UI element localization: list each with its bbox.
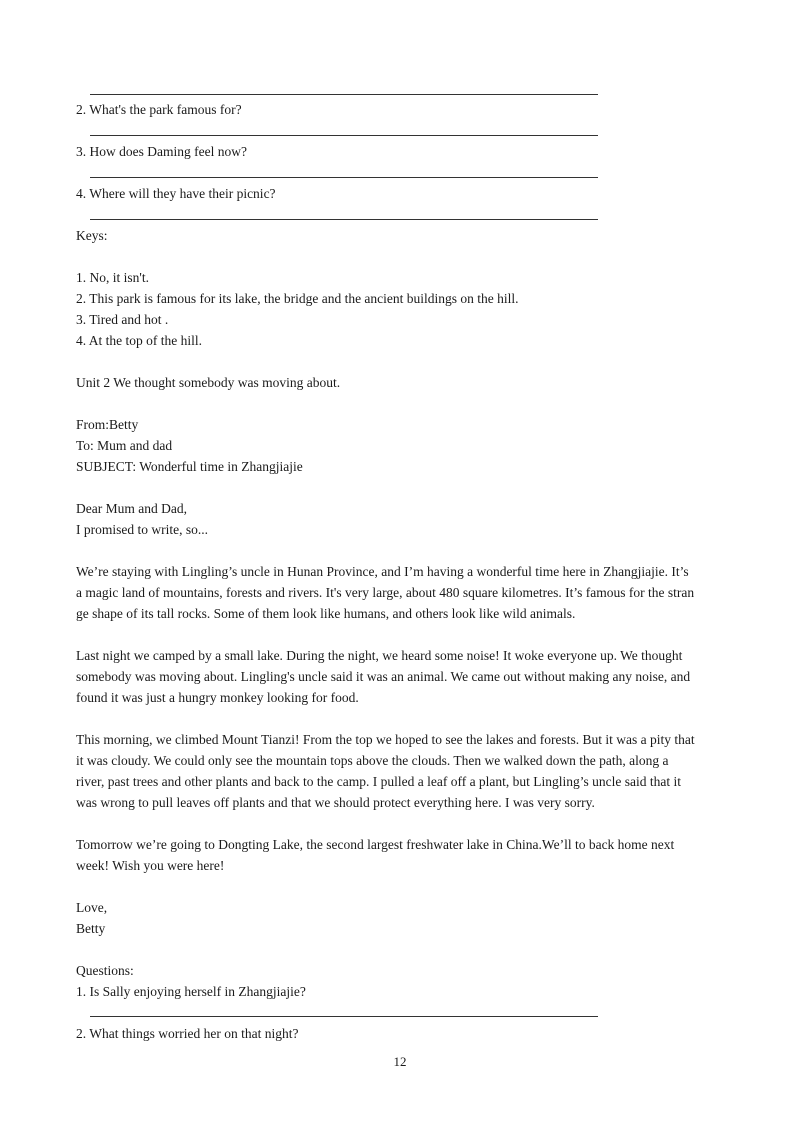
question-4: 4. Where will they have their picnic? [76, 186, 276, 201]
key-2: 2. This park is famous for its lake, the bridge and the ancient buildings on the hill. [76, 291, 519, 306]
letter-intro: I promised to write, so... [76, 522, 208, 537]
paragraph-2-line: Last night we camped by a small lake. During the night, we heard some noise! It woke everyone up. We thought [76, 648, 683, 663]
letter-signature: Betty [76, 921, 106, 936]
email-subject: SUBJECT: Wonderful time in Zhangjiajie [76, 459, 303, 474]
paragraph-3-line: was wrong to pull leaves off plants and that we should protect everything here. I was very sorry. [76, 795, 595, 810]
questions-heading: Questions: [76, 963, 134, 978]
question-2: 2. What's the park famous for? [76, 102, 242, 117]
paragraph-3-line: it was cloudy. We could only see the mountain tops above the clouds. Then we walked down the path, along a [76, 753, 669, 768]
key-1: 1. No, it isn't. [76, 270, 149, 285]
email-to: To: Mum and dad [76, 438, 173, 453]
answer-line [90, 135, 598, 136]
email-from: From:Betty [76, 417, 139, 432]
paragraph-1-line: We’re staying with Lingling’s uncle in Hunan Province, and I’m having a wonderful time here in Zhangjiajie. It’s [76, 564, 689, 579]
answer-line [90, 94, 598, 95]
paragraph-3-line: This morning, we climbed Mount Tianzi! From the top we hoped to see the lakes and forests. But it was a pity that [76, 732, 695, 747]
question-1: 1. Is Sally enjoying herself in Zhangjiajie? [76, 984, 306, 999]
answer-line [90, 177, 598, 178]
answer-line [90, 1016, 598, 1017]
letter-signoff: Love, [76, 900, 108, 915]
paragraph-1-line: a magic land of mountains, forests and rivers. It's very large, about 480 square kilometres. It’s famous for the stran [76, 585, 695, 600]
letter-greeting: Dear Mum and Dad, [76, 501, 187, 516]
unit-title: Unit 2 We thought somebody was moving about. [76, 375, 341, 390]
paragraph-2-line: somebody was moving about. Lingling's uncle said it was an animal. We came out without making any noise, and [76, 669, 691, 684]
key-3: 3. Tired and hot . [76, 312, 169, 327]
paragraph-2-line: found it was just a hungry monkey looking for food. [76, 690, 359, 705]
question-3: 3. How does Daming feel now? [76, 144, 247, 159]
paragraph-4-line: Tomorrow we’re going to Dongting Lake, the second largest freshwater lake in China.We’ll to back home next [76, 837, 675, 852]
paragraph-3-line: river, past trees and other plants and back to the camp. I pulled a leaf off a plant, but Lingling’s uncle said that it [76, 774, 682, 789]
paragraph-1-line: ge shape of its tall rocks. Some of them look like humans, and others look like wild animals. [76, 606, 576, 621]
page-number: 12 [393, 1054, 407, 1069]
keys-heading: Keys: [76, 228, 108, 243]
question-2: 2. What things worried her on that night? [76, 1026, 299, 1041]
answer-line [90, 219, 598, 220]
key-4: 4. At the top of the hill. [76, 333, 202, 348]
paragraph-4-line: week! Wish you were here! [76, 858, 225, 873]
